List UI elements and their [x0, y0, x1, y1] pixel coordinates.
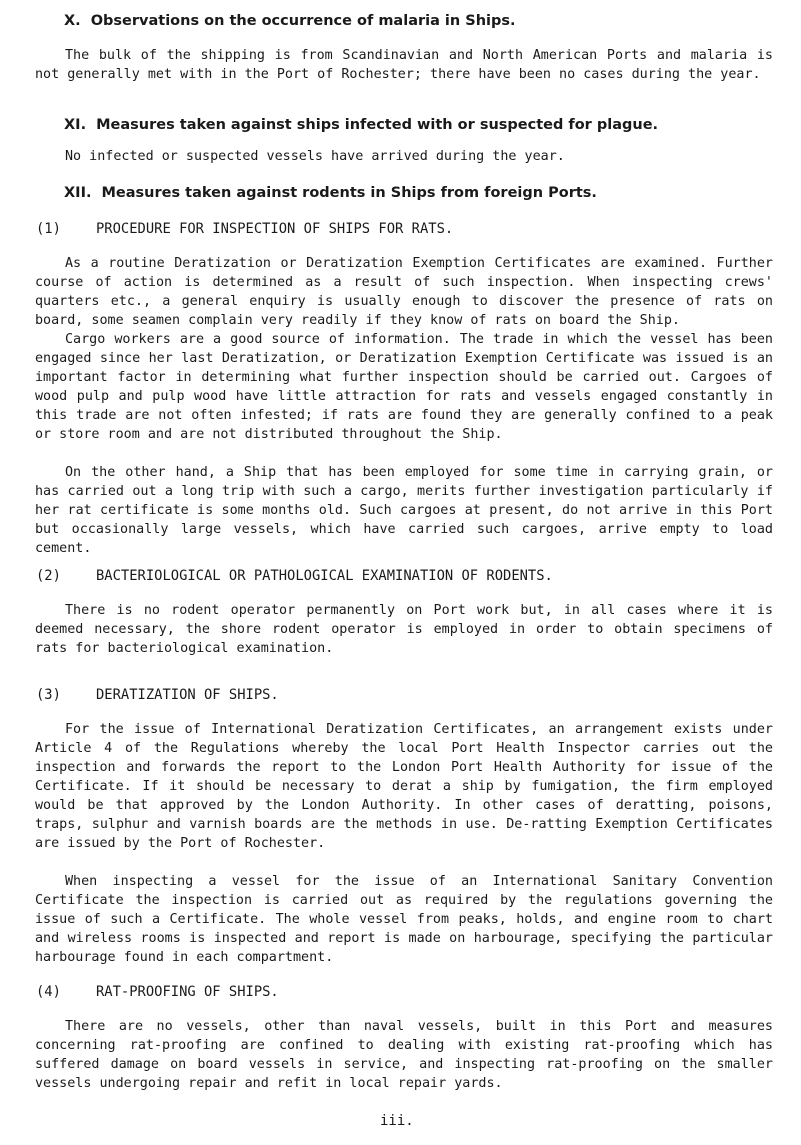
subsection-1-paragraph-2: Cargo workers are a good source of information. The trade in which the vessel has been engaged since her last Deratization, or Deratization Exemption Certificate was issued is an important factor in determining what further inspection should be carried out. Cargoes of wood pulp and pulp wood have little attraction for rats and vessels engaged constantly in this trade are not often infested; if rats are found they are generally confined to a peak or store room and are not distributed throughout the Ship.	[35, 332, 773, 442]
subsection-4-heading	[36, 983, 279, 1002]
subsection-4-title: RAT-PROOFING OF SHIPS.	[96, 984, 279, 1000]
section-xi-body: No infected or suspected vessels have arrived during the year.	[65, 149, 565, 164]
subsection-1-heading	[36, 220, 453, 239]
subsection-3-heading	[36, 686, 279, 705]
section-xi-title: Measures taken against ships infected with or suspected for plague.	[96, 117, 659, 133]
subsection-4-paragraph-1: There are no vessels, other than naval vessels, built in this Port and measures concerning rat-proofing are confined to dealing with existing rat-proofing which has suffered damage on board vessels in service, and inspecting rat-proofing on the smaller vessels undergoing repair and refit in local repair yards.	[35, 1019, 773, 1091]
page-number: iii.	[380, 1113, 414, 1129]
section-xii-number: XII.	[64, 185, 92, 201]
subsection-4-number: (4)	[36, 984, 61, 1000]
section-xi-number: XI.	[64, 117, 87, 133]
subsection-2-number: (2)	[36, 568, 61, 584]
section-x-title: Observations on the occurrence of malaria in Ships.	[90, 13, 516, 29]
subsection-2-title: BACTERIOLOGICAL OR PATHOLOGICAL EXAMINATION OF RODENTS.	[96, 568, 553, 584]
section-xii-title: Measures taken against rodents in Ships from foreign Ports.	[101, 185, 597, 201]
subsection-2-paragraph-1: There is no rodent operator permanently on Port work but, in all cases where it is deemed necessary, the shore rodent operator is employed in order to obtain specimens of rats for bacteriological examination.	[35, 603, 773, 656]
subsection-3-title: DERATIZATION OF SHIPS.	[96, 687, 279, 703]
section-xi-heading	[64, 116, 658, 135]
section-x-body: The bulk of the shipping is from Scandinavian and North American Ports and malaria is not generally met with in the Port of Rochester; there have been no cases during the year.	[35, 48, 773, 82]
section-xii-heading	[64, 184, 597, 203]
subsection-1-number: (1)	[36, 221, 61, 237]
subsection-1-paragraph-1: As a routine Deratization or Deratization Exemption Certificates are examined. Further course of action is determined as a result of such inspection. When inspecting crews' quarters etc., a general enquiry is usually enough to discover the presence of rats on board, some seamen complain very readily if they know of rats on board the Ship.	[35, 256, 773, 328]
subsection-1-paragraph-3: On the other hand, a Ship that has been employed for some time in carrying grain, or has carried out a long trip with such a cargo, merits further investigation particularly if her rat certificate is some months old. Such cargoes at present, do not arrive in this Port but occasionally large vessels, which have carried such cargoes, arrive empty to load cement.	[35, 465, 773, 556]
section-x-heading	[64, 12, 516, 31]
subsection-3-paragraph-1: For the issue of International Deratization Certificates, an arrangement exists under Article 4 of the Regulations whereby the local Port Health Inspector carries out the inspection and forwards the report to the London Port Health Authority for issue of the Certificate. If it should be necessary to derat a ship by fumigation, the firm employed would be that approved by the London Authority. In other cases of deratting, poisons, traps, sulphur and varnish boards are the methods in use. De-ratting Exemption Certificates are issued by the Port of Rochester.	[35, 722, 773, 851]
section-x-number: X.	[64, 13, 81, 29]
subsection-3-number: (3)	[36, 687, 61, 703]
subsection-2-heading	[36, 567, 553, 586]
subsection-1-title: PROCEDURE FOR INSPECTION OF SHIPS FOR RATS.	[96, 221, 454, 237]
subsection-3-paragraph-2: When inspecting a vessel for the issue of an International Sanitary Convention Certificate the inspection is carried out as required by the regulations governing the issue of such a Certificate. The whole vessel from peaks, holds, and engine room to chart and wireless rooms is inspected and report is made on harbourage, specifying the particular harbourage found in each compartment.	[35, 874, 773, 965]
